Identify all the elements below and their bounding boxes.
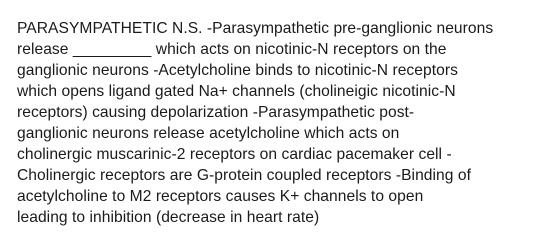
text-line: leading to inhibition (decrease in heart rate) <box>17 209 320 226</box>
text-line: receptors) causing depolarization -Parasympathetic post- <box>17 104 415 121</box>
text-line: release _________ which acts on nicotinic-N receptors on the <box>17 41 447 58</box>
text-line: PARASYMPATHETIC N.S. -Parasympathetic pre-ganglionic neurons <box>17 20 494 37</box>
text-line: Cholinergic receptors are G-protein coupled receptors -Binding of <box>17 167 471 184</box>
text-line: ganglionic neurons -Acetylcholine binds to nicotinic-N receptors <box>17 62 458 79</box>
text-line: which opens ligand gated Na+ channels (cholineigic nicotinic-N <box>17 83 456 100</box>
text-line: cholinergic muscarinic-2 receptors on cardiac pacemaker cell - <box>17 146 452 163</box>
question-text <box>17 18 542 228</box>
text-line: acetylcholine to M2 receptors causes K+ channels to open <box>17 188 424 205</box>
text-line: ganglionic neurons release acetylcholine which acts on <box>17 125 400 142</box>
